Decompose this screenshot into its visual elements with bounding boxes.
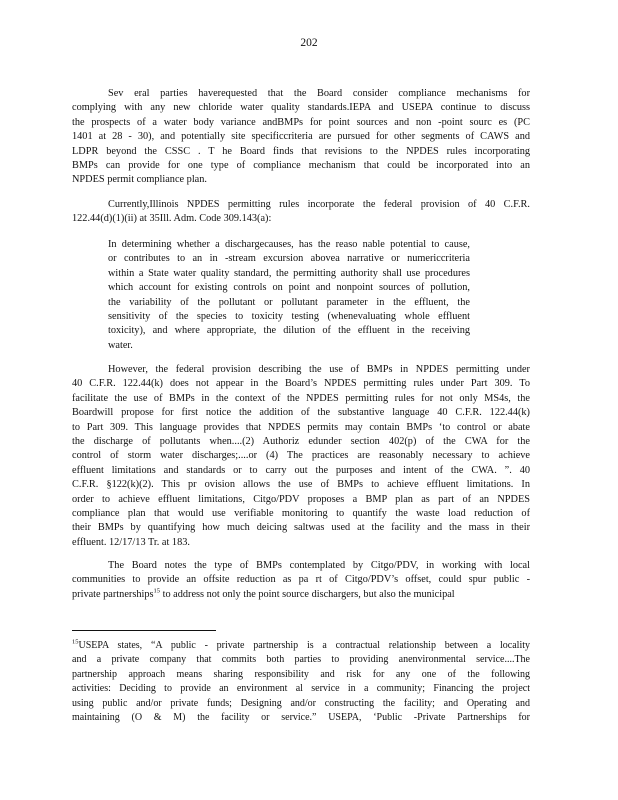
paragraph-line: to Part 309. This language provides that NPDES permits may contain BMPs ‘to control or abate [72,421,530,433]
paragraph-line: 40 C.F.R. 122.44(k) does not appear in the Board’s NPDES permitting rules under Part 309. To [72,378,530,390]
footnote-divider [72,630,216,631]
footnote-text: USEPA states, “A public - private partnership is a contractual relationship between a locality [78,640,530,651]
paragraph-line: NPDES permit compliance plan. [72,174,207,186]
footnote-line: maintaining (O & M) the facility or service.” USEPA, ‘Public -Private Partnerships for [72,711,530,723]
quote-line: water. [108,339,133,351]
page-number: 202 [300,37,318,49]
quote-line: toxicity), and where appropriate, the dilution of the effluent in the receiving [108,325,470,337]
paragraph-line: effluent. 12/17/13 Tr. at 183. [72,536,190,548]
paragraph-line: LDPR beyond the CSSC . T he Board finds that revisions to the NPDES rules incorporating [72,145,530,157]
paragraph-3 [72,363,530,550]
quote-line: sensitivity of the species to toxicity testing (whenevaluating whole effluent [108,310,470,322]
paragraph-2 [72,198,530,227]
footnote-line: activities: Deciding to provide an environment al service in a community; Financing the project [72,683,530,695]
paragraph-line: The Board notes the type of BMPs contemplated by Citgo/PDV, in working with local [108,560,530,571]
quote-line: which account for existing controls on point and nonpoint sources of pollution, [108,282,470,294]
paragraph-line: 122.44(d)(1)(ii) at 35Ill. Adm. Code 309.143(a): [72,213,272,225]
paragraph-line: C.F.R. §122(k)(2). This pr ovision allows the use of BMPs to achieve effluent limitations. In [72,479,530,491]
paragraph-1 [72,87,530,188]
paragraph-line: the prospects of a water body variance andBMPs for point sources and non -point sourc es (PC [72,116,530,128]
footnote [72,639,530,725]
paragraph-line: 1401 at 28 - 30), and potentially site specificcriteria are pursued for other segments of CAWS and [72,131,530,143]
paragraph-line: effluent limitations and standards or to carry out the purposes and intent of the CWA. ”. 40 [72,464,530,476]
paragraph-line: facilitate the use of BMPs in the context of the NPDES permitting rules for not only MS4s, the [72,392,530,404]
quote-line: or contributes to an in -stream excursion abovea narrative or numericcriteria [108,253,470,265]
paragraph-line: Boardwill propose for first notice the addition of the substantive language 40 C.F.R. 122.44(k) [72,407,530,419]
paragraph-line: complying with any new chloride water quality standards.IEPA and USEPA continue to discuss [72,102,530,114]
paragraph-line: compliance plan that would use verifiable monitoring to quantify the waste load reduction of [72,507,530,519]
paragraph-line [72,588,530,602]
quote-line: within a State water quality standard, the permitting authority shall use procedures [108,267,470,279]
paragraph-line: their BMPs by quantifying how much deicing saltwas used at the facility and the mass in their [72,522,530,534]
quote-line: the variability of the pollutant or pollutant parameter in the effluent, the [108,296,470,308]
footnote-line: partnership approach means sharing responsibility and risk for any one of the following [72,668,530,680]
paragraph-line: BMPs can provide for one type of compliance mechanism that could be incorporated into an [72,159,530,171]
footnote-marker: 15 [72,639,79,646]
paragraph-line: However, the federal provision describing the use of BMPs in NPDES permitting under [108,364,530,375]
paragraph-line: control of storm water discharges;....or (4) The practices are reasonably necessary to achieve [72,450,530,462]
footnote-line: using public and/or private funds; Designing and/or constructing the facility; and Operating and [72,697,530,709]
paragraph-line: the discharge of pollutants when....(2) Authoriz edunder section 402(p) of the CWA for the [72,435,530,447]
paragraph-text: private partnerships [72,588,154,600]
footnote-line: and a private company that commits both parties to providing anenvironmental service....The [72,654,530,666]
paragraph-text: to address not only the point source dischargers, but also the municipal [162,588,455,600]
paragraph-4 [72,559,530,602]
paragraph-line: communities to provide an offsite reduction as pa rt of Citgo/PDV’s offset, could spur public - [72,574,530,586]
block-quote [108,238,470,353]
paragraph-line: order to achieve effluent limitations, Citgo/PDV proposes a BMP plan as part of an NPDES [72,493,530,505]
paragraph-line: Currently,Illinois NPDES permitting rules incorporate the federal provision of 40 C.F.R. [108,199,530,210]
paragraph-line: Sev eral parties haverequested that the Board consider compliance mechanisms for [108,88,530,99]
footnote-reference[interactable]: 15 [153,587,160,595]
quote-line: In determining whether a dischargecauses, has the reaso nable potential to cause, [108,239,470,250]
footnote-line [72,639,530,653]
